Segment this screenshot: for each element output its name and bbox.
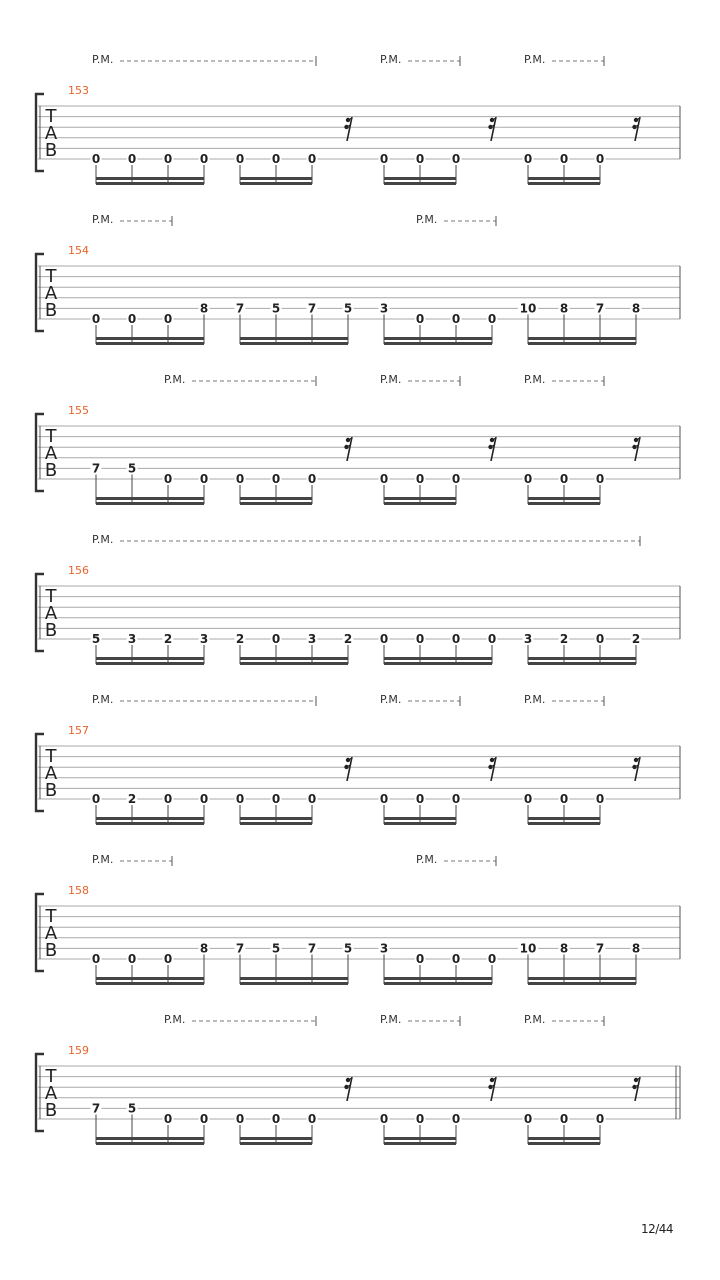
beam-primary <box>384 977 492 980</box>
beam-secondary <box>96 982 204 985</box>
beam-primary <box>240 497 312 500</box>
fret-number: 0 <box>451 1112 461 1126</box>
palm-mute-label: P.M. <box>164 1013 186 1026</box>
fret-number: 2 <box>235 632 245 646</box>
fret-number: 5 <box>127 1101 137 1116</box>
beam-secondary <box>528 662 636 665</box>
fret-number: 0 <box>271 792 281 806</box>
measure-number: 154 <box>68 244 89 257</box>
fret-number: 0 <box>379 152 389 166</box>
fret-number: 0 <box>451 152 461 166</box>
measure-number: 153 <box>68 84 89 97</box>
beam-primary <box>240 817 312 820</box>
fret-number: 0 <box>127 152 137 166</box>
beam-secondary <box>384 662 492 665</box>
fret-number: 0 <box>271 152 281 166</box>
fret-number: 0 <box>91 152 101 166</box>
beam-primary <box>96 657 204 660</box>
fret-number: 7 <box>307 941 317 956</box>
tab-clef-letter: A <box>44 443 58 464</box>
beam-primary <box>96 497 204 500</box>
fret-number: 0 <box>199 472 209 486</box>
fret-number: 0 <box>523 472 533 486</box>
palm-mute-label: P.M. <box>416 213 438 226</box>
fret-number: 0 <box>595 472 605 486</box>
beam-secondary <box>528 182 600 185</box>
beam-secondary <box>240 502 312 505</box>
tab-system-154 <box>36 213 680 345</box>
tab-system-153 <box>36 53 680 185</box>
tab-clef-letter: B <box>44 1100 58 1121</box>
beam-primary <box>528 817 600 820</box>
beam-primary <box>528 177 600 180</box>
beam-primary <box>240 337 348 340</box>
tab-clef-letter: T <box>45 746 57 767</box>
beam-primary <box>240 977 348 980</box>
fret-number: 0 <box>379 1112 389 1126</box>
measure-number: 159 <box>68 1044 89 1057</box>
tab-system-157 <box>36 693 680 825</box>
fret-number: 0 <box>559 472 569 486</box>
fret-number: 2 <box>343 632 353 646</box>
fret-number: 0 <box>523 792 533 806</box>
beam-primary <box>528 1137 600 1140</box>
fret-number: 5 <box>343 941 353 956</box>
beam-secondary <box>528 342 636 345</box>
fret-number: 0 <box>235 152 245 166</box>
fret-number: 0 <box>487 312 497 326</box>
beam-primary <box>96 1137 204 1140</box>
fret-number: 0 <box>235 792 245 806</box>
beam-primary <box>528 657 636 660</box>
beam-secondary <box>96 502 204 505</box>
fret-number: 0 <box>307 1112 317 1126</box>
fret-number: 7 <box>307 301 317 316</box>
tab-clef-letter: A <box>44 1083 58 1104</box>
tab-clef-letter: T <box>45 906 57 927</box>
fret-number: 5 <box>343 301 353 316</box>
fret-number: 0 <box>379 472 389 486</box>
fret-number: 0 <box>595 152 605 166</box>
fret-number: 0 <box>451 312 461 326</box>
beam-secondary <box>240 662 348 665</box>
fret-number: 0 <box>163 792 173 806</box>
palm-mute-label: P.M. <box>92 853 114 866</box>
palm-mute-label: P.M. <box>164 373 186 386</box>
beam-secondary <box>528 982 636 985</box>
beam-primary <box>384 497 456 500</box>
tab-clef-letter: B <box>44 300 58 321</box>
fret-number: 0 <box>127 312 137 326</box>
fret-number: 0 <box>271 632 281 646</box>
beam-primary <box>528 497 600 500</box>
page-number: 12/44 <box>640 1222 674 1236</box>
fret-number: 0 <box>487 952 497 966</box>
fret-number: 10 <box>519 301 537 316</box>
fret-number: 5 <box>271 941 281 956</box>
fret-number: 0 <box>595 632 605 646</box>
beam-primary <box>528 977 636 980</box>
measure-number: 157 <box>68 724 89 737</box>
fret-number: 8 <box>199 941 209 956</box>
fret-number: 0 <box>415 152 425 166</box>
fret-number: 0 <box>199 1112 209 1126</box>
fret-number: 0 <box>595 792 605 806</box>
fret-number: 0 <box>451 952 461 966</box>
fret-number: 5 <box>127 461 137 476</box>
beam-secondary <box>240 982 348 985</box>
tab-clef-letter: T <box>45 426 57 447</box>
tab-system-159 <box>36 1013 680 1145</box>
beam-primary <box>96 977 204 980</box>
fret-number: 0 <box>595 1112 605 1126</box>
fret-number: 8 <box>559 301 569 316</box>
tab-clef-letter: B <box>44 620 58 641</box>
beam-secondary <box>384 502 456 505</box>
tab-clef-letter: B <box>44 140 58 161</box>
palm-mute-label: P.M. <box>92 53 114 66</box>
fret-number: 5 <box>271 301 281 316</box>
tab-clef-letter: B <box>44 460 58 481</box>
fret-number: 7 <box>595 301 605 316</box>
palm-mute-label: P.M. <box>92 213 114 226</box>
fret-number: 0 <box>91 952 101 966</box>
tab-clef-letter: T <box>45 586 57 607</box>
fret-number: 0 <box>307 472 317 486</box>
beam-secondary <box>240 1142 312 1145</box>
fret-number: 0 <box>199 152 209 166</box>
tab-clef-letter: T <box>45 266 57 287</box>
fret-number: 2 <box>559 632 569 646</box>
fret-number: 0 <box>163 952 173 966</box>
tab-clef-letter: A <box>44 283 58 304</box>
fret-number: 0 <box>451 472 461 486</box>
measure-number: 158 <box>68 884 89 897</box>
beam-primary <box>240 177 312 180</box>
fret-number: 0 <box>91 312 101 326</box>
fret-number: 8 <box>559 941 569 956</box>
beam-secondary <box>384 982 492 985</box>
fret-number: 3 <box>379 941 389 956</box>
fret-number: 3 <box>199 632 209 646</box>
fret-number: 0 <box>235 472 245 486</box>
fret-number: 0 <box>415 312 425 326</box>
palm-mute-label: P.M. <box>380 373 402 386</box>
fret-number: 0 <box>163 152 173 166</box>
tab-system-158 <box>36 853 680 985</box>
fret-number: 0 <box>415 472 425 486</box>
fret-number: 8 <box>631 301 641 316</box>
fret-number: 0 <box>559 1112 569 1126</box>
tab-clef-letter: A <box>44 923 58 944</box>
beam-secondary <box>384 822 456 825</box>
fret-number: 0 <box>415 952 425 966</box>
fret-number: 0 <box>271 1112 281 1126</box>
fret-number: 5 <box>91 632 101 646</box>
tab-clef-letter: A <box>44 603 58 624</box>
tab-clef-letter: A <box>44 763 58 784</box>
fret-number: 3 <box>127 632 137 646</box>
fret-number: 2 <box>631 632 641 646</box>
fret-number: 2 <box>163 632 173 646</box>
fret-number: 7 <box>595 941 605 956</box>
beam-secondary <box>240 342 348 345</box>
tab-system-156 <box>36 533 680 665</box>
fret-number: 8 <box>631 941 641 956</box>
palm-mute-label: P.M. <box>380 1013 402 1026</box>
beam-primary <box>96 177 204 180</box>
fret-number: 0 <box>415 792 425 806</box>
fret-number: 0 <box>163 472 173 486</box>
fret-number: 0 <box>523 1112 533 1126</box>
fret-number: 3 <box>379 301 389 316</box>
beam-primary <box>96 337 204 340</box>
beam-secondary <box>96 342 204 345</box>
fret-number: 0 <box>451 792 461 806</box>
fret-number: 8 <box>199 301 209 316</box>
fret-number: 0 <box>379 632 389 646</box>
beam-secondary <box>528 502 600 505</box>
beam-secondary <box>96 182 204 185</box>
beam-primary <box>528 337 636 340</box>
fret-number: 0 <box>91 792 101 806</box>
palm-mute-label: P.M. <box>524 373 546 386</box>
beam-primary <box>384 817 456 820</box>
fret-number: 0 <box>235 1112 245 1126</box>
tab-clef-letter: A <box>44 123 58 144</box>
fret-number: 0 <box>199 792 209 806</box>
palm-mute-label: P.M. <box>524 53 546 66</box>
beam-primary <box>384 177 456 180</box>
palm-mute-label: P.M. <box>380 53 402 66</box>
palm-mute-label: P.M. <box>524 693 546 706</box>
beam-secondary <box>384 1142 456 1145</box>
beam-secondary <box>384 342 492 345</box>
beam-secondary <box>96 822 204 825</box>
palm-mute-label: P.M. <box>92 693 114 706</box>
fret-number: 10 <box>519 941 537 956</box>
fret-number: 3 <box>523 632 533 646</box>
fret-number: 7 <box>91 1101 101 1116</box>
fret-number: 0 <box>451 632 461 646</box>
beam-secondary <box>96 662 204 665</box>
fret-number: 0 <box>271 472 281 486</box>
tab-clef-letter: T <box>45 106 57 127</box>
palm-mute-label: P.M. <box>380 693 402 706</box>
beam-primary <box>384 337 492 340</box>
fret-number: 0 <box>127 952 137 966</box>
tab-clef-letter: T <box>45 1066 57 1087</box>
beam-primary <box>240 657 348 660</box>
fret-number: 0 <box>379 792 389 806</box>
tab-clef-letter: B <box>44 940 58 961</box>
tab-clef-letter: B <box>44 780 58 801</box>
measure-number: 156 <box>68 564 89 577</box>
fret-number: 0 <box>415 1112 425 1126</box>
fret-number: 0 <box>523 152 533 166</box>
tab-system-155 <box>36 373 680 505</box>
beam-primary <box>96 817 204 820</box>
fret-number: 0 <box>163 1112 173 1126</box>
beam-secondary <box>384 182 456 185</box>
fret-number: 0 <box>415 632 425 646</box>
fret-number: 0 <box>559 152 569 166</box>
beam-primary <box>384 657 492 660</box>
fret-number: 0 <box>487 632 497 646</box>
fret-number: 7 <box>235 941 245 956</box>
beam-primary <box>384 1137 456 1140</box>
fret-number: 0 <box>163 312 173 326</box>
beam-primary <box>240 1137 312 1140</box>
measure-number: 155 <box>68 404 89 417</box>
fret-number: 2 <box>127 792 137 806</box>
beam-secondary <box>528 822 600 825</box>
fret-number: 3 <box>307 632 317 646</box>
fret-number: 0 <box>307 152 317 166</box>
fret-number: 0 <box>307 792 317 806</box>
beam-secondary <box>240 182 312 185</box>
palm-mute-label: P.M. <box>524 1013 546 1026</box>
fret-number: 0 <box>559 792 569 806</box>
beam-secondary <box>96 1142 204 1145</box>
beam-secondary <box>240 822 312 825</box>
palm-mute-label: P.M. <box>92 533 114 546</box>
beam-secondary <box>528 1142 600 1145</box>
fret-number: 7 <box>91 461 101 476</box>
fret-number: 7 <box>235 301 245 316</box>
palm-mute-label: P.M. <box>416 853 438 866</box>
